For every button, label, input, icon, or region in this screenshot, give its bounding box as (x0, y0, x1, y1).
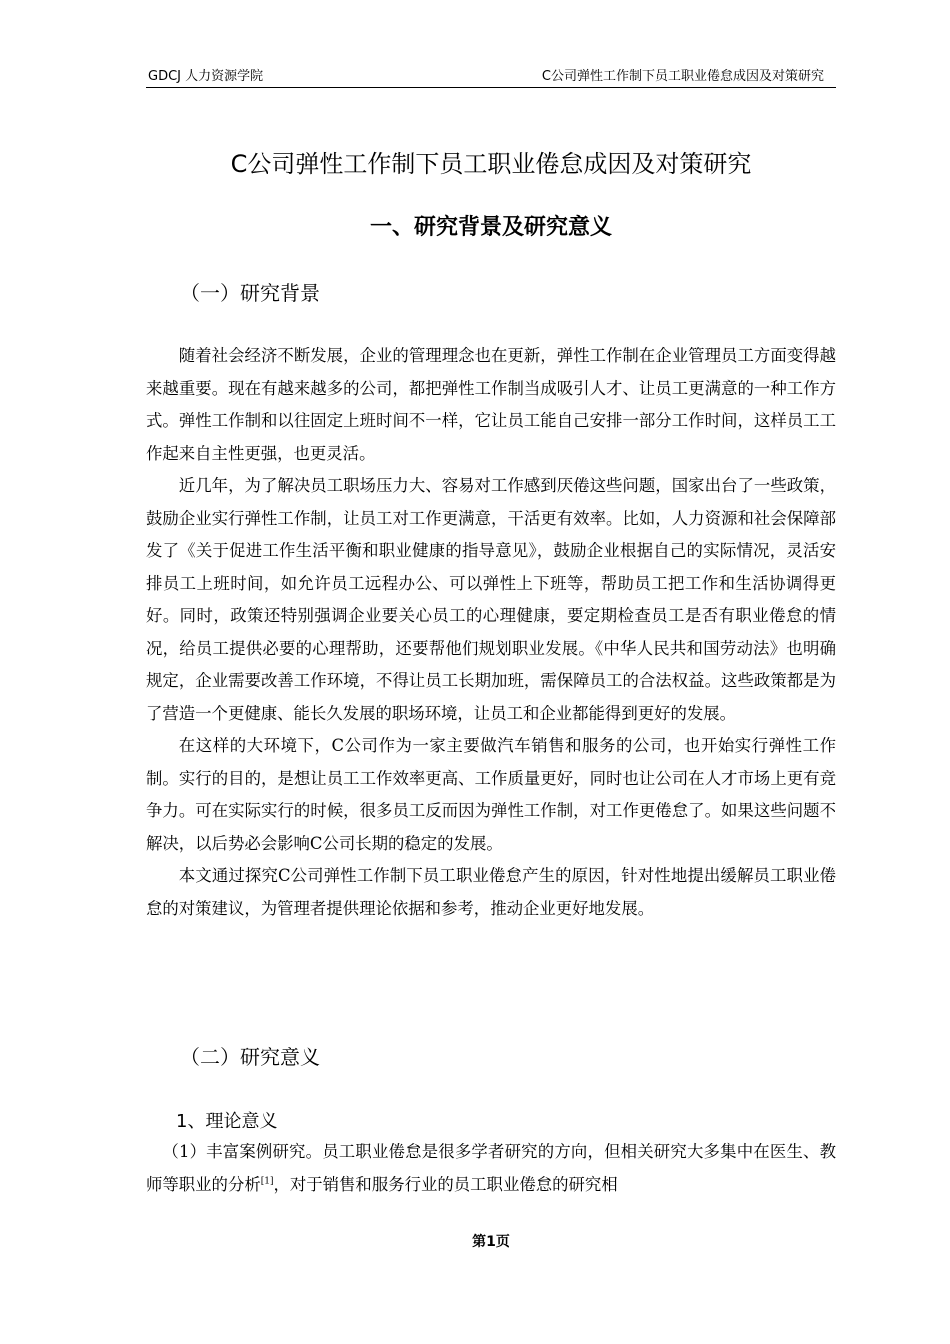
paragraph-text: ，对于销售和服务行业的员工职业倦怠的研究相 (273, 1174, 618, 1194)
section-heading-significance: （二）研究意义 (180, 1045, 320, 1069)
subheading-theoretical-significance: 1、理论意义 (176, 1111, 278, 1132)
background-text (146, 340, 836, 925)
header-paper-title: C公司弹性工作制下员工职业倦怠成因及对策研究 (541, 69, 824, 84)
header-institution: GDCJ 人力资源学院 (148, 69, 264, 84)
paragraph-text: （1）丰富案例研究。员工职业倦怠是很多学者研究的方向，但相关研究大多集中在医生、教师等职业的分析 (146, 1142, 836, 1194)
section-heading-background: （一）研究背景 (180, 281, 320, 305)
chapter-heading: 一、研究背景及研究意义 (369, 215, 612, 240)
running-header (146, 67, 836, 88)
paragraph: 随着社会经济不断发展，企业的管理理念也在更新，弹性工作制在企业管理员工方面变得越来越重要。现在有越来越多的公司，都把弹性工作制当成吸引人才、让员工更满意的一种工作方式。弹性工作制和以往固定上班时间不一样，它让员工能自己安排一部分工作时间，这样员工工作起来自主性更强，也更灵活。 (146, 346, 836, 463)
page-number: 第1页 (472, 1234, 510, 1250)
paragraph (146, 1136, 836, 1201)
paragraph: 在这样的大环境下，C公司作为一家主要做汽车销售和服务的公司，也开始实行弹性工作制。实行的目的，是想让员工工作效率更高、工作质量更好，同时也让公司在人才市场上更有竞争力。可在实际实行的时候，很多员工反而因为弹性工作制，对工作更倦怠了。如果这些问题不解决，以后势必会影响C公司长期的稳定的发展。 (146, 736, 836, 853)
significance-text (146, 1136, 836, 1201)
paragraph: 近几年，为了解决员工职场压力大、容易对工作感到厌倦这些问题，国家出台了一些政策，鼓励企业实行弹性工作制，让员工对工作更满意，干活更有效率。比如，人力资源和社会保障部发了《关于促进工作生活平衡和职业健康的指导意见》，鼓励企业根据自己的实际情况，灵活安排员工上班时间，如允许员工远程办公、可以弹性上下班等，帮助员工把工作和生活协调得更好。同时，政策还特别强调企业要关心员工的心理健康，要定期检查员工是否有职业倦怠的情况，给员工提供必要的心理帮助，还要帮他们规划职业发展。《中华人民共和国劳动法》也明确规定，企业需要改善工作环境，不得让员工长期加班，需保障员工的合法权益。这些政策都是为了营造一个更健康、能长久发展的职场环境，让员工和企业都能得到更好的发展。 (146, 476, 836, 723)
paragraph: 本文通过探究C公司弹性工作制下员工职业倦怠产生的原因，针对性地提出缓解员工职业倦怠的对策建议，为管理者提供理论依据和参考，推动企业更好地发展。 (146, 866, 836, 918)
paper-title: C公司弹性工作制下员工职业倦怠成因及对策研究 (230, 150, 752, 178)
citation-mark: [1] (260, 1176, 274, 1187)
